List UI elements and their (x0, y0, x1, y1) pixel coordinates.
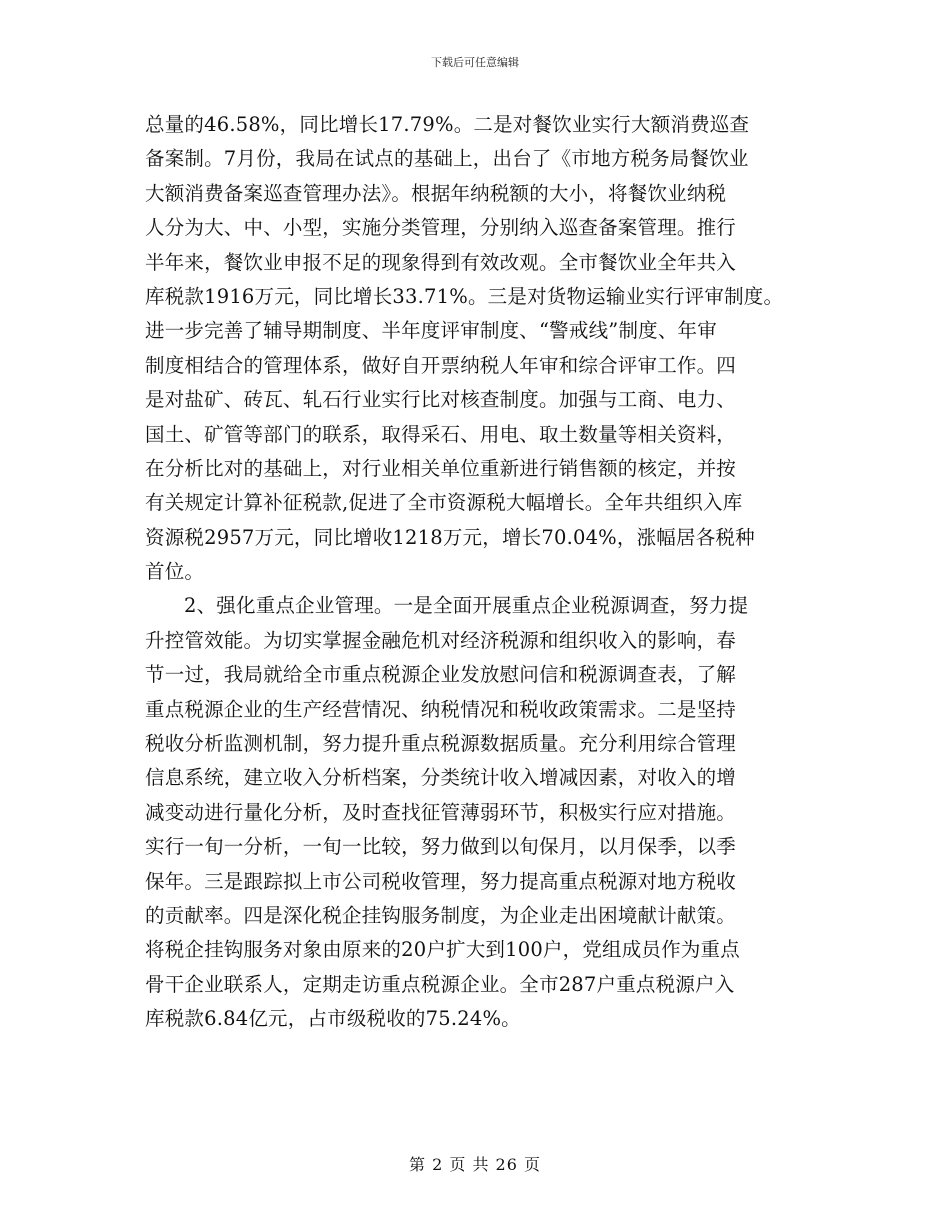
text-line: 减变动进行量化分析，及时查找征管薄弱环节，积极实行应对措施。 (145, 800, 737, 824)
text-line: 制度相结合的管理体系，做好自开票纳税人年审和综合评审工作。四 (145, 353, 737, 377)
text-line: 总量的46.58%，同比增长17.79%。二是对餐饮业实行大额消费巡查 (145, 113, 750, 136)
text-line: 进一步完善了辅导期制度、半年度评审制度、“警戒线”制度、年审 (145, 319, 717, 343)
text-line: 首位。 (145, 560, 205, 584)
text-line: 是对盐矿、砖瓦、轧石行业实行比对核查制度。加强与工商、电力、 (145, 388, 737, 412)
text-line: 保年。三是跟踪拟上市公司税收管理，努力提高重点税源对地方税收 (145, 869, 737, 893)
page-number-footer: 第 2 页 共 26 页 (409, 1155, 541, 1174)
document-body (145, 108, 825, 1037)
text-line: 半年来，餐饮业申报不足的现象得到有效改观。全市餐饮业全年共入 (145, 250, 737, 274)
text-line: 库税款1916万元，同比增长33.71%。三是对货物运输业实行评审制度。 (145, 284, 784, 308)
paragraph-start-line: 2、强化重点企业管理。一是全面开展重点企业税源调查，努力提 (184, 594, 749, 618)
text-line: 骨干企业联系人，定期走访重点税源企业。全市287户重点税源户入 (145, 972, 735, 996)
text-line: 库税款6.84亿元，占市级税收的75.24%。 (145, 1007, 521, 1031)
text-line: 升控管效能。为切实掌握金融危机对经济税源和组织收入的影响，春 (145, 628, 737, 652)
text-line: 备案制。7月份，我局在试点的基础上，出台了《市地方税务局餐饮业 (145, 147, 749, 171)
text-line: 国土、矿管等部门的联系，取得采石、用电、取土数量等相关资料， (145, 422, 737, 446)
text-line: 的贡献率。四是深化税企挂钩服务制度，为企业走出困境献计献策。 (145, 903, 737, 927)
text-line: 人分为大、中、小型，实施分类管理，分别纳入巡查备案管理。推行 (145, 216, 737, 240)
text-line: 节一过，我局就给全市重点税源企业发放慰问信和税源调查表，了解 (145, 663, 737, 687)
page-header: 下载后可任意编辑 (431, 56, 519, 69)
text-line: 将税企挂钩服务对象由原来的20户扩大到100户，党组成员作为重点 (145, 938, 740, 962)
text-line: 有关规定计算补征税款,促进了全市资源税大幅增长。全年共组织入库 (145, 491, 743, 515)
text-line: 资源税2957万元，同比增收1218万元，增长70.04%，涨幅居各税种 (145, 525, 755, 549)
text-line: 信息系统，建立收入分析档案，分类统计收入增减因素，对收入的增 (145, 766, 737, 790)
text-line: 在分析比对的基础上，对行业相关单位重新进行销售额的核定，并按 (145, 456, 737, 480)
text-line: 重点税源企业的生产经营情况、纳税情况和税收政策需求。二是坚持 (145, 697, 737, 721)
text-line: 大额消费备案巡查管理办法》。根据年纳税额的大小，将餐饮业纳税 (145, 181, 727, 205)
text-line: 实行一旬一分析，一旬一比较，努力做到以旬保月，以月保季，以季 (145, 835, 737, 859)
text-line: 税收分析监测机制，努力提升重点税源数据质量。充分利用综合管理 (145, 732, 737, 756)
